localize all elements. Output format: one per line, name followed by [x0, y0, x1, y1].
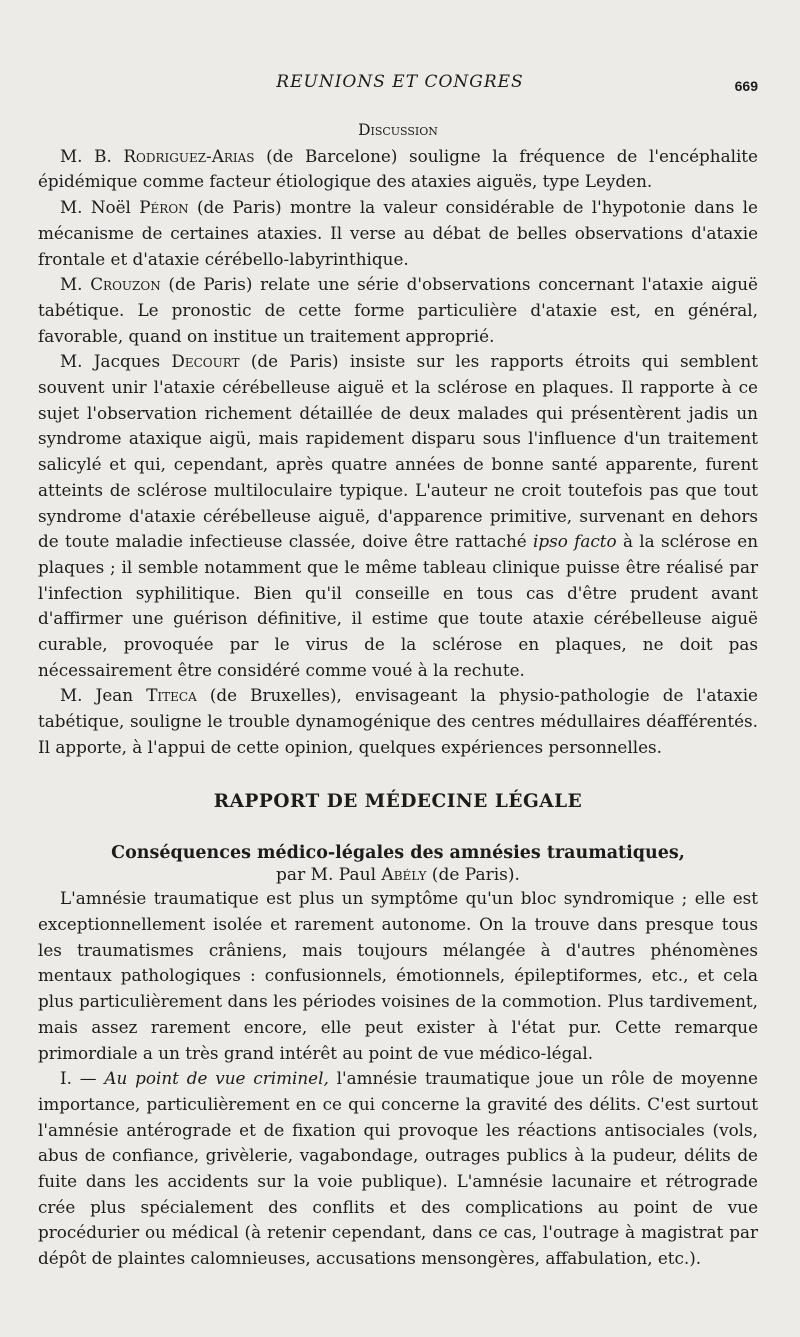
discussion-paragraph-rodriguez-arias — [38, 144, 758, 195]
speaker-name: Rodriguez-Arias — [123, 145, 255, 166]
article-title: Conséquences médico-légales des amnésies traumatiques, — [111, 843, 685, 864]
author-name: Abély — [381, 865, 427, 886]
discussion-heading: Discussion — [358, 121, 438, 139]
discussion-paragraph-titeca — [38, 683, 758, 760]
speaker-prefix: M. Jean — [60, 685, 147, 706]
discussion-paragraph-crouzon — [38, 272, 758, 349]
section-title: RAPPORT DE MÉDECINE LÉGALE — [213, 790, 583, 812]
paragraph-text: l'amnésie traumatique joue un rôle de moyenne importance, particulièrement en ce qui concerne la gravité des délits. C'est surtout l'amnésie antérograde et de fixation qui provoque les réactions antisociales (vols, abus de confiance, grivèlerie, vagabondage, outrages publics à la pudeur, délits de fuite dans les accidents sur la voie publique). L'amnésie lacunaire et rétrograde crée plus spécialement des conflits et des complications au point de vue procédurier ou médical (à retenir cependant, dans ce cas, l'outrage à magistrat par dépôt de plaintes calomnieuses, accusations mensongères, affabulation, etc.). — [38, 1068, 758, 1269]
section-number: I. — — [60, 1068, 105, 1089]
speaker-prefix: M. Jacques — [60, 351, 172, 372]
speaker-name: Titeca — [146, 685, 197, 706]
paragraph-text: (de Paris) insiste sur les rapports étroits qui semblent souvent unir l'ataxie cérébelleuse aiguë et la sclérose en plaques. Il rapporte à ce sujet l'observation richement détaillée de deux malades qui présentèrent jadis un syndrome ataxique aigü, mais rapidement disparu sous l'influence d'un traitement salicylé et qui, cependant, après quatre années de bonne santé apparente, furent atteints de sclérose multiloculaire typique. L'auteur ne croit toutefois pas que tout syndrome d'ataxie cérébelleuse aiguë, d'apparence primitive, survenant en dehors de toute maladie infectieuse classée, doive être rattaché — [38, 351, 758, 552]
article-byline — [38, 864, 758, 886]
paragraph-text: (de Barcelone) souligne la fréquence de l'encéphalite épidémique comme facteur étiologique des ataxies aiguës, type Leyden. — [38, 145, 758, 192]
speaker-name: Crouzon — [90, 274, 161, 295]
byline-prefix: par M. Paul — [276, 865, 382, 886]
page-number: 669 — [734, 78, 758, 94]
speaker-prefix: M. — [60, 274, 91, 295]
body-text — [38, 118, 758, 1272]
discussion-paragraph-peron — [38, 195, 758, 272]
byline-suffix: (de Paris). — [426, 865, 520, 886]
speaker-prefix: M. B. — [60, 145, 124, 166]
speaker-name: Decourt — [171, 351, 240, 372]
page-header — [0, 72, 800, 100]
report-paragraph-1: L'amnésie traumatique est plus un symptôme qu'un bloc syndromique ; elle est exceptionnellement isolée et rarement autonome. On la trouve dans presque tous les traumatismes crâniens, mais toujours mélangée à d'autres phénomènes mentaux pathologiques : confusionnels, émotionnels, épileptiformes, etc., et cela plus particulièrement dans les périodes voisines de la commotion. Plus tardivement, mais assez rarement encore, elle peut exister à l'état pur. Cette remarque primordiale a un très grand intérêt au point de vue médico-légal. — [38, 888, 758, 1063]
paragraph-text: (de Paris) montre la valeur considérable de l'hypotonie dans le mécanisme de certaines ataxies. Il verse au débat de belles observations d'ataxie frontale et d'ataxie cérébello-labyrinthique. — [38, 197, 758, 269]
speaker-name: Péron — [139, 197, 189, 218]
paragraph-text-continued: à la sclérose en plaques ; il semble notamment que le même tableau clinique puisse être réalisé par l'infection syphilitique. Bien qu'il conseille en tous cas d'être prudent avant d'affirmer une guérison définitive, il estime que toute ataxie cérébelleuse aiguë curable, provoquée par le virus de la sclérose en plaques, ne doit pas nécessairement être considéré comme voué à la rechute. — [38, 531, 758, 680]
paragraph-text: (de Paris) relate une série d'observations concernant l'ataxie aiguë tabétique. Le pronostic de cette forme particulière d'ataxie est, en général, favorable, quand on institue un traitement approprié. — [38, 274, 758, 346]
subsection-heading: Au point de vue criminel, — [104, 1068, 329, 1089]
report-paragraph-2 — [38, 1066, 758, 1272]
latin-phrase: ipso facto — [533, 531, 617, 552]
discussion-paragraph-decourt — [38, 349, 758, 683]
running-title: REUNIONS ET CONGRES — [276, 72, 524, 92]
speaker-prefix: M. Noël — [60, 197, 140, 218]
paragraph-text: (de Bruxelles), envisageant la physio-pathologie de l'ataxie tabétique, souligne le trouble dynamogénique des centres médullaires déafférentés. Il apporte, à l'appui de cette opinion, quelques expériences personnelles. — [38, 685, 758, 757]
